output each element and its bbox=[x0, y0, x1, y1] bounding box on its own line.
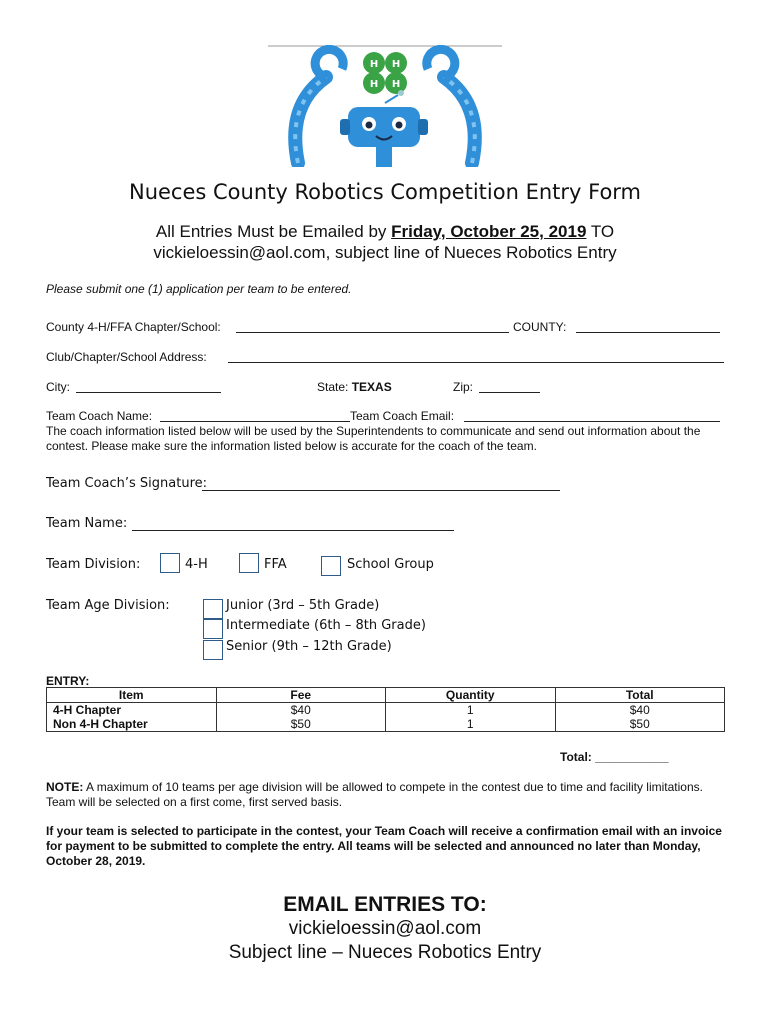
capacity-note: NOTE: A maximum of 10 teams per age division will be allowed to compete in the contest due to time and facility limitations. Team will be selected on a first come, first served basis. bbox=[46, 780, 703, 809]
state-field: State: TEXAS bbox=[317, 380, 392, 394]
division-school-group-checkbox[interactable] bbox=[321, 556, 341, 576]
4h-robot-logo bbox=[268, 45, 502, 167]
division-4h-checkbox[interactable] bbox=[160, 553, 180, 573]
signature-label: Team Coach’s Signature: bbox=[46, 476, 208, 491]
svg-text:H: H bbox=[391, 59, 401, 70]
address-label: Club/Chapter/School Address: bbox=[46, 350, 207, 364]
division-ffa-label: FFA bbox=[264, 557, 287, 572]
col-total: Total bbox=[555, 688, 724, 703]
division-label: Team Division: bbox=[46, 557, 141, 572]
col-item: Item bbox=[47, 688, 217, 703]
age-division-label: Team Age Division: bbox=[46, 598, 170, 613]
county-label: COUNTY: bbox=[513, 320, 567, 334]
intermediate-label: Intermediate (6th – 8th Grade) bbox=[226, 618, 426, 633]
col-fee: Fee bbox=[216, 688, 385, 703]
coach-email-field[interactable] bbox=[464, 409, 720, 422]
entry-table bbox=[46, 687, 725, 732]
city-label: City: bbox=[46, 380, 70, 394]
senior-label: Senior (9th – 12th Grade) bbox=[226, 639, 392, 654]
address-field[interactable] bbox=[228, 350, 724, 363]
deadline-notice: All Entries Must be Emailed by Friday, October 25, 2019 TO vickieloessin@aol.com, subject line of Nueces Robotics Entry bbox=[153, 222, 617, 262]
coach-email-label: Team Coach Email: bbox=[350, 409, 455, 423]
junior-label: Junior (3rd – 5th Grade) bbox=[226, 598, 380, 613]
chapter-field[interactable] bbox=[236, 320, 509, 333]
zip-label: Zip: bbox=[453, 380, 474, 394]
submission-email-line: vickieloessin@aol.com, subject line of Nueces Robotics Entry bbox=[153, 243, 617, 262]
instructions: Please submit one (1) application per team to be entered. bbox=[46, 282, 352, 296]
city-field[interactable] bbox=[76, 380, 221, 393]
coach-name-field[interactable] bbox=[160, 409, 350, 422]
team-name-label: Team Name: bbox=[46, 516, 128, 531]
email-subject-line: Subject line – Nueces Robotics Entry bbox=[228, 942, 542, 963]
entry-heading: ENTRY: bbox=[46, 674, 90, 688]
clover-icon bbox=[363, 52, 407, 94]
junior-checkbox[interactable] bbox=[203, 599, 223, 619]
table-row: Non 4-H Chapter $50 1 $50 bbox=[47, 717, 725, 732]
form-title: Nueces County Robotics Competition Entry Form bbox=[128, 180, 642, 204]
confirmation-notice: If your team is selected to participate in the contest, your Team Coach will receive a confirmation email with an invoice for payment to be submitted to complete the entry. All teams will be selected and announced no later than Monday, October 28, 2019. bbox=[46, 824, 722, 868]
chapter-label: County 4-H/FFA Chapter/School: bbox=[46, 320, 221, 334]
email-entries-heading: EMAIL ENTRIES TO: bbox=[283, 893, 487, 916]
division-ffa-checkbox[interactable] bbox=[239, 553, 259, 573]
county-field[interactable] bbox=[576, 320, 720, 333]
col-quantity: Quantity bbox=[385, 688, 555, 703]
table-row: 4-H Chapter $40 1 $40 bbox=[47, 703, 725, 718]
svg-text:H: H bbox=[369, 79, 379, 90]
deadline-date: Friday, October 25, 2019 bbox=[391, 222, 587, 241]
signature-field[interactable] bbox=[202, 478, 560, 491]
svg-text:H: H bbox=[391, 79, 401, 90]
senior-checkbox[interactable] bbox=[203, 640, 223, 660]
grand-total: Total: ___________ bbox=[560, 750, 669, 764]
zip-field[interactable] bbox=[479, 380, 540, 393]
division-school-group-label: School Group bbox=[347, 557, 434, 572]
team-name-field[interactable] bbox=[132, 518, 454, 531]
coach-note: The coach information listed below will be used by the Superintendents to communicate and send out information about the contest. Please make sure the information listed below is accurate for the coach of the team. bbox=[46, 424, 701, 453]
coach-name-label: Team Coach Name: bbox=[46, 409, 153, 423]
svg-text:H: H bbox=[369, 59, 379, 70]
division-4h-label: 4-H bbox=[185, 557, 208, 572]
intermediate-checkbox[interactable] bbox=[203, 619, 223, 639]
email-address: vickieloessin@aol.com bbox=[288, 918, 482, 939]
